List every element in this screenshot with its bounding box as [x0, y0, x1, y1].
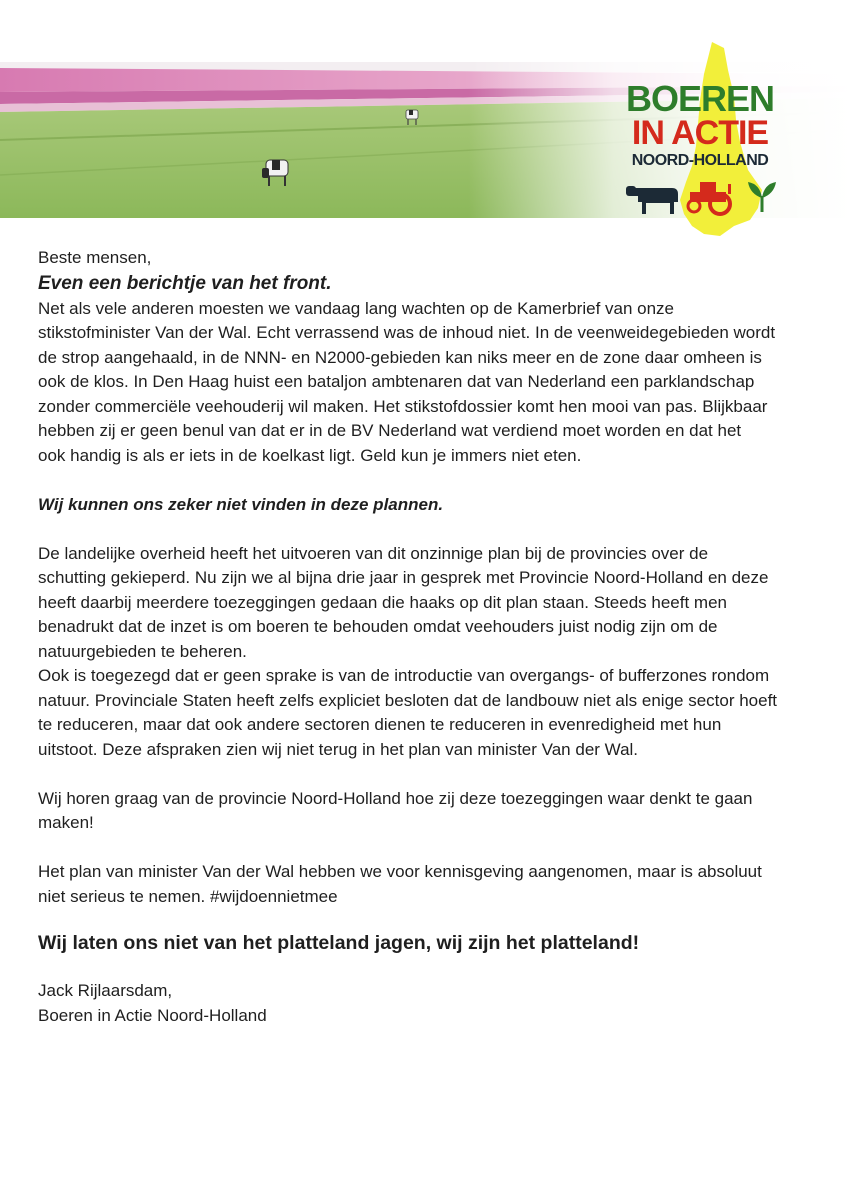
signature-name: Jack Rijlaarsdam, [38, 981, 173, 1000]
text-line: hebben zij er geen benul van dat er in de BV Nederland wat verdiend moet worden en dat het [38, 421, 742, 440]
logo-icons-row [600, 172, 800, 222]
text-line: schutting gekieperd. Nu zijn we al bijna drie jaar in gesprek met Provincie Noord-Holland en deze [38, 568, 769, 587]
text-line: niet serieus te nemen. #wijdoennietmee [38, 886, 338, 906]
sprout-icon [748, 182, 776, 212]
text-line: ook de klos. In Den Haag huist een bataljon ambtenaren dat van Nederland een parklandschap [38, 372, 755, 391]
text-line: De landelijke overheid heeft het uitvoeren van dit onzinnige plan bij de provincies over de [38, 543, 709, 563]
text-line: Ook is toegezegd dat er geen sprake is van de introductie van overgangs- of bufferzones rondom [38, 666, 770, 685]
text-line: Net als vele anderen moesten we vandaag lang wachten op de Kamerbrief van onze [38, 298, 675, 318]
text-line: natuur. Provinciale Staten heeft zelfs expliciet besloten dat de landbouw niet als enige sector hoeft [38, 690, 778, 710]
tractor-icon [688, 182, 731, 214]
text-line: de strop aangehaald, in de NNN- en N2000-gebieden kan niks meer en de zone daar omheen is [38, 347, 762, 367]
text-line: heeft daarbij meerdere toezeggingen gedaan die haaks op dit plan staan. Steeds heeft men [38, 592, 727, 612]
text-line: maken! [38, 813, 94, 832]
paragraph-provincies [38, 542, 818, 665]
logo-text-in-actie: IN ACTIE [631, 114, 769, 152]
text-line: stikstofminister Van der Wal. Echt verrassend was de inhoud niet. In de veenweidegebieden wordt [38, 323, 776, 342]
closing-statement: Wij laten ons niet van het platteland jagen, wij zijn het platteland! [38, 932, 640, 954]
letter-title: Even een berichtje van het front. [38, 272, 332, 294]
text-line: uitstoot. Deze afspraken zien wij niet terug in het plan van minister Van der Wal. [38, 739, 639, 759]
text-line: Het plan van minister Van der Wal hebben we voor kennisgeving aangenomen, maar is absoluut [38, 862, 762, 881]
logo-text-noord-holland: NOORD-HOLLAND [631, 152, 769, 169]
text-line: zonder commerciële veehouderij wil maken. Het stikstofdossier komt hen mooi van pas. Blijkbaar [38, 396, 768, 416]
signature-organization: Boeren in Actie Noord-Holland [38, 1005, 267, 1025]
text-line: te reduceren, maar dat ook andere sectoren dienen te reduceren in evenredigheid met hun [38, 715, 722, 734]
logo-text-boeren: BOEREN [625, 78, 775, 119]
text-line: ook handig is als er iets in de koelkast ligt. Geld kun je immers niet eten. [38, 445, 582, 465]
text-line: benadrukt dat de inzet is om boeren te behouden omdat veehouders juist nodig zijn om de [38, 617, 718, 636]
boeren-in-actie-logo [600, 30, 800, 240]
text-line: natuurgebieden te beheren. [38, 641, 247, 661]
paragraph-kennisgeving [38, 860, 818, 909]
paragraph-bufferzones [38, 664, 818, 762]
cow-icon [626, 186, 678, 214]
greeting: Beste mensen, [38, 248, 152, 267]
subheading: Wij kunnen ons zeker niet vinden in deze plannen. [38, 494, 444, 514]
letter-body [38, 246, 818, 1028]
paragraph-toezeggingen [38, 787, 818, 836]
text-line: Wij horen graag van de provincie Noord-Holland hoe zij deze toezeggingen waar denkt te gaan [38, 788, 753, 808]
paragraph-kamerbrief [38, 297, 818, 469]
